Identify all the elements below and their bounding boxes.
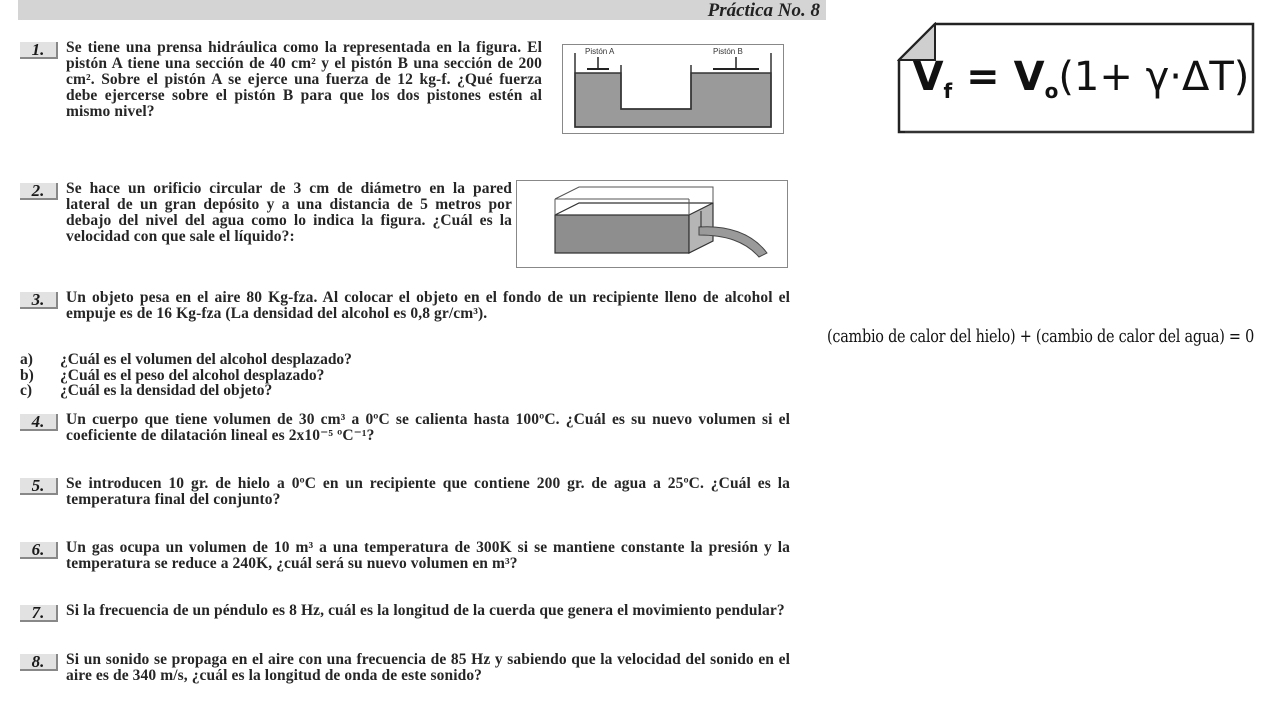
problem-text: Si un sonido se propaga en el aire con una frecuencia de 85 Hz y sabiendo que la velocidad del sonido en el aire es de 340 m/s, ¿cuál es la longitud de onda de este sonido? (66, 651, 790, 684)
formula-lhs: V (912, 53, 944, 100)
formula-mid-sub: o (1044, 78, 1059, 103)
problem-text: Un objeto pesa en el aire 80 Kg-fza. Al colocar el objeto en el fondo de un recipiente lleno de alcohol el empuje es de 16 Kg-fza (La densidad del alcohol es 0,8 gr/cm³). (66, 289, 790, 322)
hydraulic-press-figure (562, 44, 784, 134)
problem-number: 7. (20, 605, 58, 622)
hydraulic-press-diagram (563, 45, 783, 133)
problem-number: 1. (20, 42, 58, 59)
sub-question-list (20, 352, 620, 399)
sub-question-text: ¿Cuál es la densidad del objeto? (60, 382, 273, 399)
problem-text: Se hace un orificio circular de 3 cm de diámetro en la pared lateral de un gran depósito y a una distancia de 5 metros por debajo del nivel del agua como lo indica la figura. ¿Cuál es la velocidad con que sale el líquido?: (66, 180, 512, 245)
formula-lhs-sub: f (943, 78, 953, 103)
problem-number: 6. (20, 542, 58, 559)
tank-figure (516, 180, 788, 268)
dilatation-formula (897, 22, 1255, 134)
header-bar (18, 0, 826, 20)
formula-rhs: (1+ γ·ΔT) (1058, 53, 1250, 100)
sub-question (20, 352, 620, 368)
problem-text: Se tiene una prensa hidráulica como la representada en la figura. El pistón A tiene una sección de 40 cm² y el pistón B una sección de 200 cm². Sobre el pistón A se ejerce una fuerza de 12 kg-f. ¿Qué fuerza debe ejercerse sobre el pistón B para que los dos pistones estén al mismo nivel? (66, 39, 542, 120)
problem-text: Si la frecuencia de un péndulo es 8 Hz, cuál es la longitud de la cuerda que genera el movimiento pendular? (66, 602, 785, 619)
sub-question-text: ¿Cuál es el peso del alcohol desplazado? (60, 366, 325, 384)
tank-diagram (517, 181, 787, 267)
problem-number: 3. (20, 292, 58, 309)
problem-number: 4. (20, 414, 58, 431)
sub-question-text: ¿Cuál es el volumen del alcohol desplazado? (60, 351, 352, 368)
sub-question (20, 383, 620, 399)
piston-b-label: Pistón B (713, 47, 743, 56)
problem-text: Un gas ocupa un volumen de 10 m³ a una temperatura de 300K si se mantiene constante la presión y la temperatura se reduce a 240K, ¿cuál será su nuevo volumen en m³? (66, 539, 790, 572)
sub-question-letter: a) (20, 351, 33, 368)
piston-a-label: Pistón A (585, 47, 615, 56)
sub-question (20, 368, 620, 384)
heat-balance-equation: (cambio de calor del hielo) + (cambio de calor del agua) = 0 (827, 326, 1255, 347)
problem-number: 8. (20, 654, 58, 671)
problem-text: Un cuerpo que tiene volumen de 30 cm³ a 0ºC se calienta hasta 100ºC. ¿Cuál es su nuevo volumen si el coeficiente de dilatación lineal es 2x10⁻⁵ ºC⁻¹? (66, 411, 790, 444)
sub-question-letter: c) (20, 382, 33, 399)
dilatation-formula-box (897, 22, 1255, 134)
page-title: Práctica No. 8 (707, 0, 820, 21)
problem-number: 2. (20, 183, 58, 200)
problem-text: Se introducen 10 gr. de hielo a 0ºC en un recipiente que contiene 200 gr. de agua a 25ºC. ¿Cuál es la temperatura final del conjunto? (66, 475, 790, 508)
formula-mid: = V (952, 53, 1045, 100)
problem-number: 5. (20, 478, 58, 495)
sub-question-letter: b) (20, 366, 34, 384)
